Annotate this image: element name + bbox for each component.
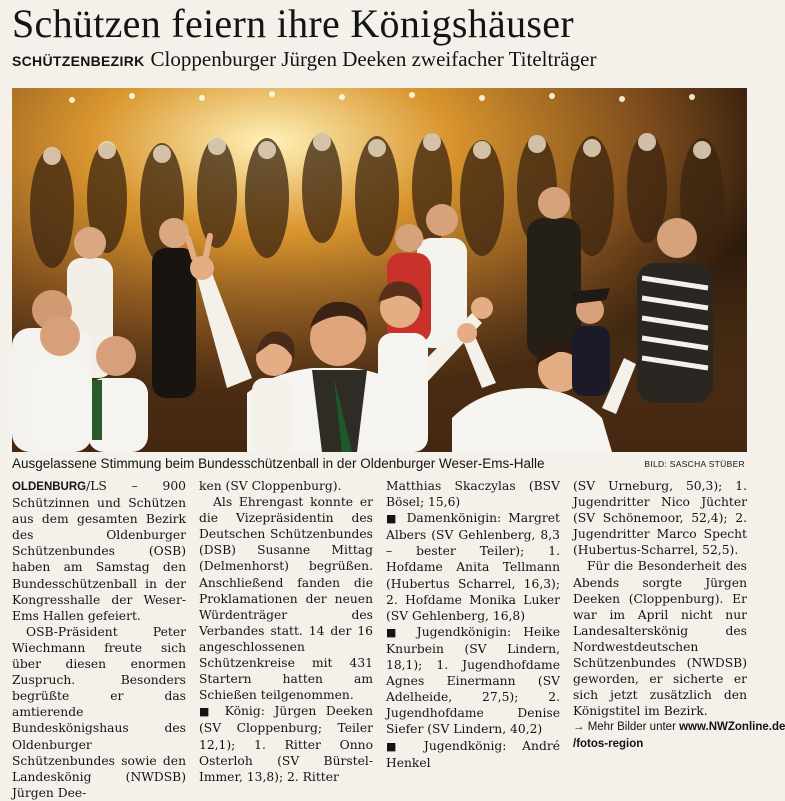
list-item-text: Damenkönigin: Margret Albers (SV Gehlenberg, 8,3 – bester Teiler); 1. Hofdame Anita Tellmann (Hubertus Scharrel, 16,3); 2. Hofdame Monika Luker (SV Gehlenberg, 16,8) [386, 511, 560, 623]
list-item [386, 510, 560, 624]
paragraph: (SV Urneburg, 50,3); 1. Jugendritter Nico Jüchter (SV Schönemoor, 52,4); 2. Jugendritter Marco Specht (Hubertus-Scharrel, 52,5). [573, 479, 747, 558]
link-label: Mehr Bilder unter [584, 721, 680, 734]
photo-caption: Ausgelassene Stimmung beim Bundesschützenball in der Oldenburger Weser-Ems-Halle [12, 456, 545, 471]
list-item [386, 624, 560, 738]
article-body [12, 478, 785, 800]
list-item [199, 703, 373, 784]
dateline: OLDENBURG [12, 481, 87, 493]
body-column-3 [386, 478, 560, 771]
lead-text: /LS – 900 Schützinnen und Schützen aus dem gesamten Bezirk des Oldenburger Schützenbundes (OSB) haben am Samstag den Bundesschützenball in der Kongresshalle der Weser-Ems Hallen gefeiert. [12, 479, 186, 623]
paragraph: Als Ehrengast konnte er die Vizepräsidentin des Deutschen Schützenbundes (DSB) Susanne Mittag (Delmenhorst) begrüßen. Anschließend fanden die Proklamationen der neuen Würdenträger des Verbandes statt. 14 der 16 angeschlossenen Schützenkreise mit 431 Startern hatten am Schießen teilgenommen. [199, 495, 373, 703]
list-item-text: König: Jürgen Deeken (SV Cloppenburg; Teiler 12,1); 1. Ritter Onno Osterloh (SV Bürstel-Immer, 13,8); 2. Ritter [199, 704, 373, 784]
paragraph: OSB-Präsident Peter Wiechmann freute sich über diesen enormen Zuspruch. Besonders begrüßte er das amtierende Bundeskönigshaus des Oldenburger Schützenbundes sowie den Landeskönig (NWDSB) Jürgen Dee- [12, 624, 186, 800]
list-item [386, 738, 560, 771]
bullet-square-icon: ■ [386, 625, 405, 639]
subtitle: Cloppenburger Jürgen Deeken zweifacher Titelträger [150, 47, 597, 71]
link-url[interactable]: www.NWZonline.de [679, 721, 785, 734]
paragraph: ken (SV Cloppenburg). [199, 479, 342, 493]
bullet-square-icon: ■ [386, 739, 409, 753]
more-photos-link-cont[interactable] [573, 736, 747, 752]
lead-paragraph [12, 478, 186, 624]
bullet-square-icon: ■ [386, 512, 400, 526]
kicker: SCHÜTZENBEZIRK [12, 53, 145, 69]
body-column-1 [12, 478, 186, 801]
list-item-text: Jugendkönigin: Heike Knurbein (SV Lindern, 18,1); 1. Jugendhofdame Agnes Einermann (SV Adelheide, 27,5); 2. Jugendhofdame Denise Siefer (SV Lindern, 40,2) [386, 624, 560, 737]
arrow-right-icon: → [573, 721, 585, 734]
paragraph: Matthias Skaczylas (BSV Bösel; 15,6) [386, 479, 560, 510]
photo-credit: BILD: SASCHA STÜBER [644, 459, 745, 469]
event-photo [12, 88, 747, 452]
link-url-path[interactable]: /fotos-region [573, 737, 644, 750]
headline: Schützen feiern ihre Königshäuser [12, 1, 574, 46]
bullet-square-icon: ■ [199, 705, 216, 719]
body-column-4 [573, 478, 785, 752]
list-item-text: Jugendkönig: André Henkel [386, 738, 560, 770]
paragraph: Für die Besonderheit des Abends sorgte Jürgen Deeken (Cloppenburg). Er war im April nicht nur Landesalterskönig des Nordwestdeutschen Schützenbundes (NWDSB) geworden, er sicherte er sich jetzt zusätzlich den Königstitel im Bezirk. [573, 559, 747, 719]
more-photos-link[interactable] [573, 719, 785, 735]
body-column-2 [199, 478, 373, 785]
subheadline [12, 46, 747, 74]
